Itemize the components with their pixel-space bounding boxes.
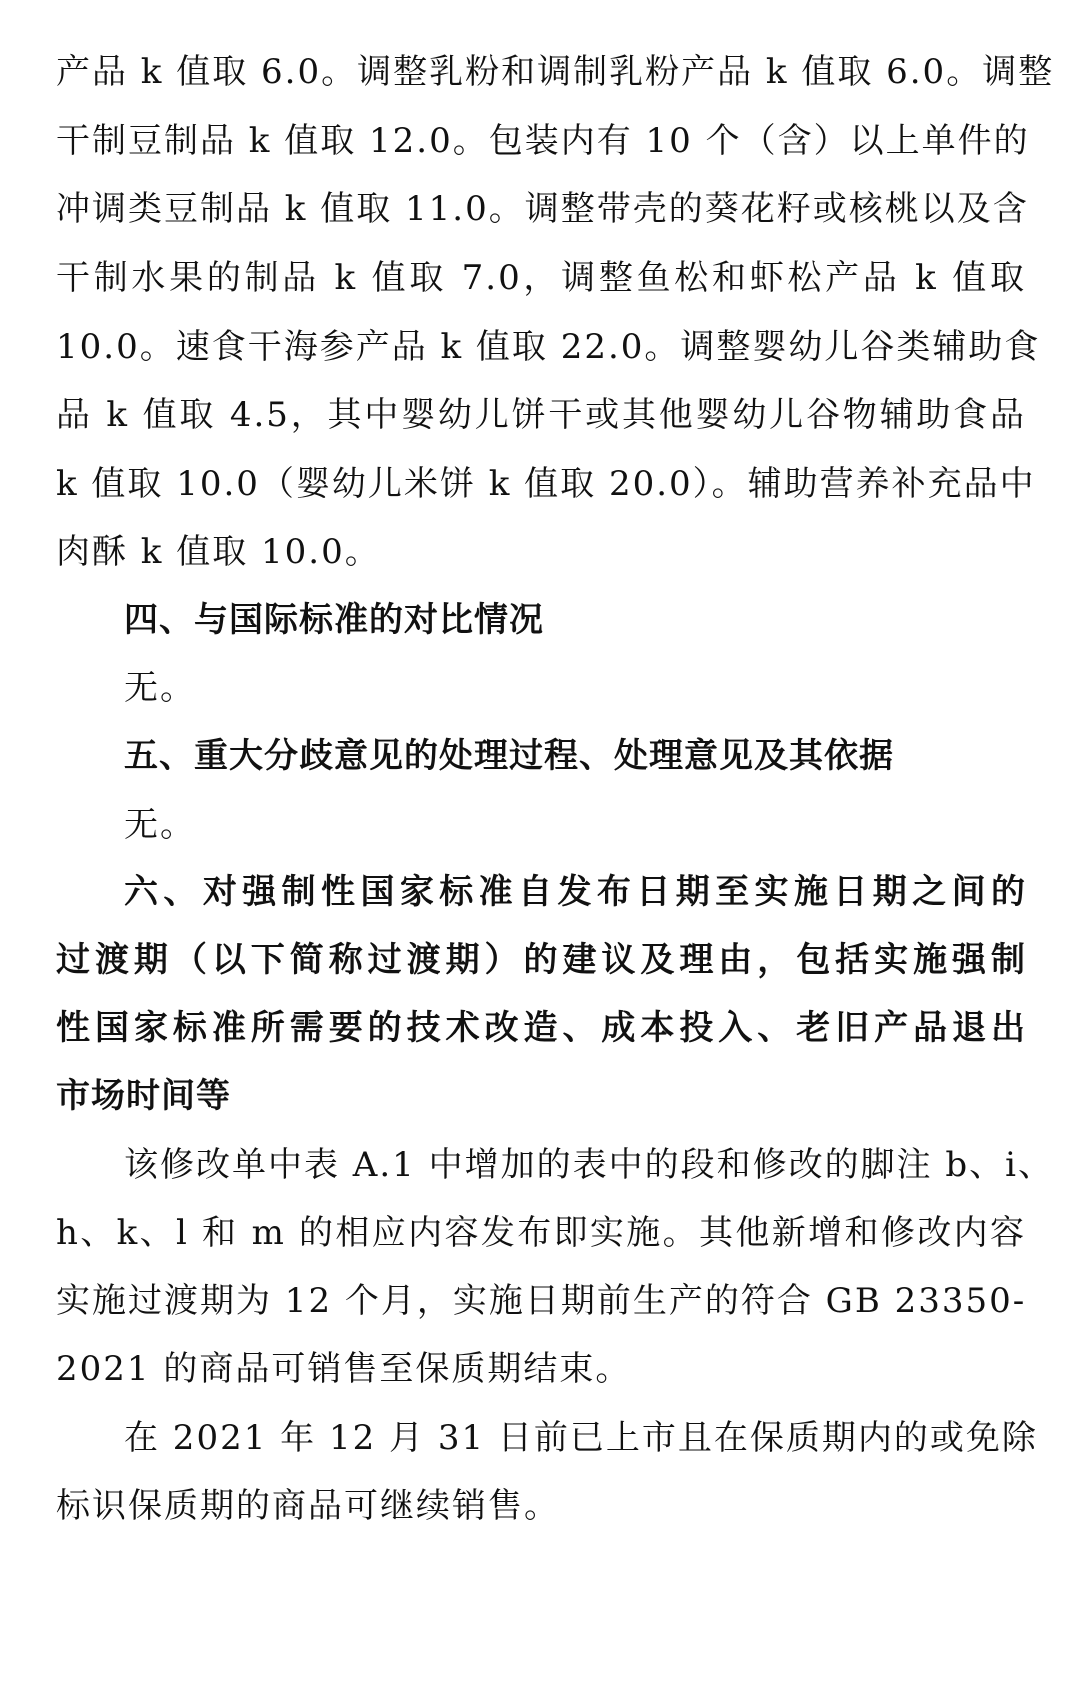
- section-body-4: 无。: [124, 668, 196, 708]
- paragraph-line: 肉酥 k 值取 10.0。: [56, 532, 381, 572]
- paragraph-line: 在 2021 年 12 月 31 日前已上市且在保质期内的或免除: [124, 1418, 1038, 1458]
- paragraph-line: 标识保质期的商品可继续销售。: [56, 1486, 560, 1526]
- paragraph-line: 2021 的商品可销售至保质期结束。: [56, 1349, 632, 1389]
- paragraph-line: 干制豆制品 k 值取 12.0。包装内有 10 个（含）以上单件的: [56, 121, 1030, 161]
- paragraph-line: 实施过渡期为 12 个月，实施日期前生产的符合 GB 23350-: [56, 1281, 1027, 1321]
- section-heading-4: 四、与国际标准的对比情况: [124, 600, 544, 640]
- paragraph-line: 产品 k 值取 6.0。调整乳粉和调制乳粉产品 k 值取 6.0。调整: [56, 52, 1055, 92]
- paragraph-line: 品 k 值取 4.5，其中婴幼儿饼干或其他婴幼儿谷物辅助食品: [56, 395, 1026, 435]
- section-body-5: 无。: [124, 805, 196, 845]
- paragraph-line: 10.0。速食干海参产品 k 值取 22.0。调整婴幼儿谷类辅助食: [56, 327, 1041, 367]
- section-heading-6-line: 过渡期（以下简称过渡期）的建议及理由，包括实施强制: [56, 940, 1026, 980]
- paragraph-line: 干制水果的制品 k 值取 7.0，调整鱼松和虾松产品 k 值取: [56, 258, 1026, 298]
- section-heading-6-line: 性国家标准所需要的技术改造、成本投入、老旧产品退出: [56, 1008, 1026, 1048]
- section-heading-5: 五、重大分歧意见的处理过程、处理意见及其依据: [124, 736, 894, 776]
- paragraph-line: 冲调类豆制品 k 值取 11.0。调整带壳的葵花籽或核桃以及含: [56, 189, 1029, 229]
- section-heading-6-line: 市场时间等: [56, 1076, 231, 1116]
- section-heading-6-line: 六、对强制性国家标准自发布日期至实施日期之间的: [124, 872, 1026, 912]
- paragraph-line: 该修改单中表 A.1 中增加的表中的段和修改的脚注 b、i、: [124, 1145, 1055, 1185]
- paragraph-line: h、k、l 和 m 的相应内容发布即实施。其他新增和修改内容: [56, 1213, 1026, 1253]
- paragraph-line: k 值取 10.0（婴幼儿米饼 k 值取 20.0）。辅助营养补充品中: [56, 464, 1036, 504]
